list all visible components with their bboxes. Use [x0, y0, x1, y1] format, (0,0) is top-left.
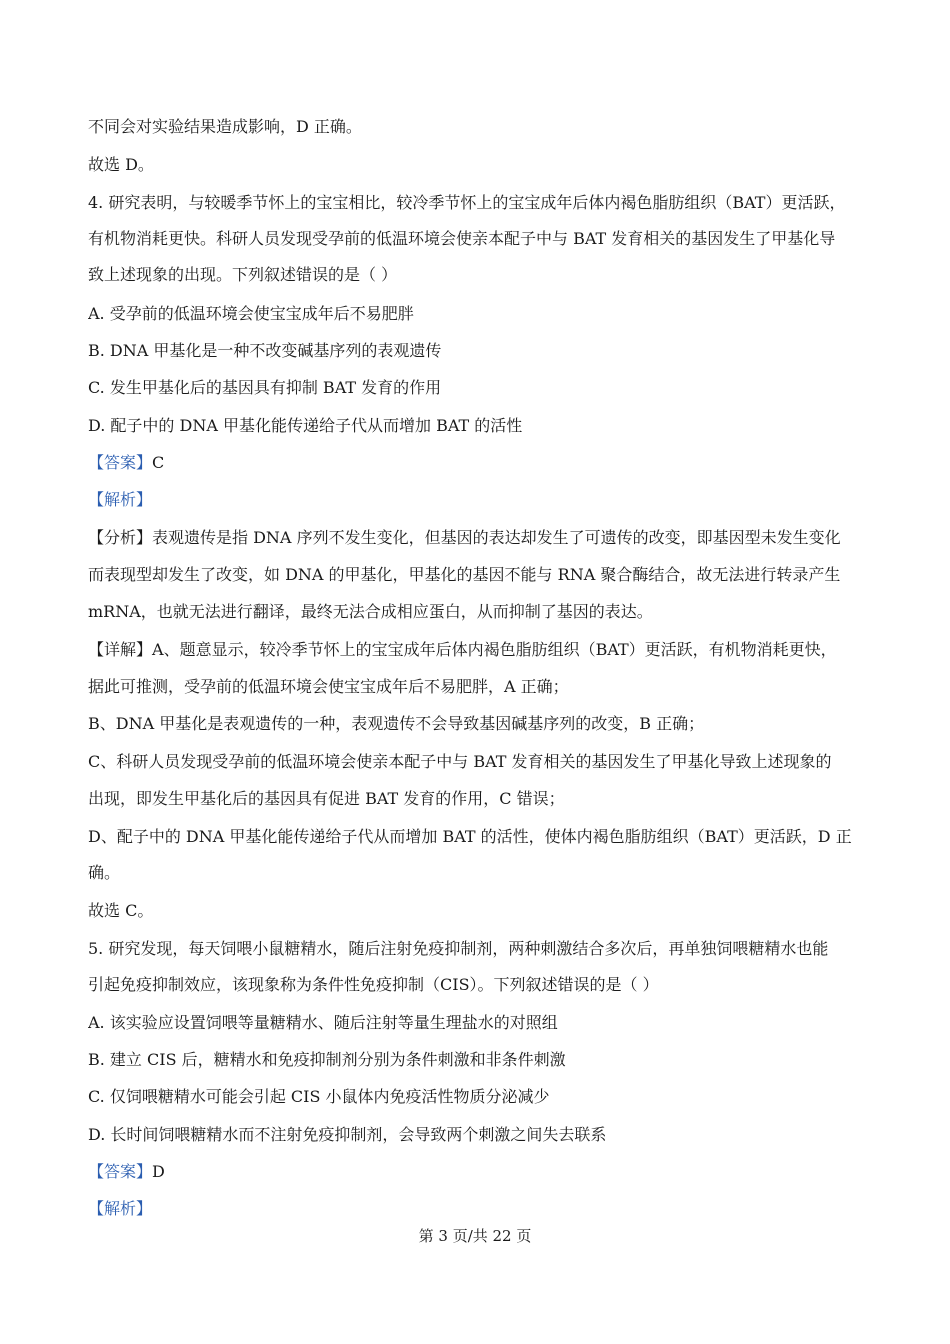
q4-fenxi-text-1: 表观遗传是指 DNA 序列不发生变化，但基因的表达却发生了可遗传的改变，即基因型未发生变化 — [152, 528, 841, 547]
q4-xiangjie-line-5: 出现，即发生甲基化后的基因具有促进 BAT 发育的作用，C 错误； — [88, 789, 565, 808]
q4-fenxi-tag: 【分析】 — [88, 528, 153, 547]
q4-fenxi-line-3: mRNA，也就无法进行翻译，最终无法合成相应蛋白，从而抑制了基因的表达。 — [88, 602, 653, 621]
q4-analysis-heading — [88, 489, 878, 511]
q4-fenxi-line-2: 而表现型却发生了改变，如 DNA 的甲基化，甲基化的基因不能与 RNA 聚合酶结合，故无法进行转录产生 — [88, 565, 841, 584]
q3-tail-line: 不同会对实验结果造成影响，D 正确。 — [88, 117, 362, 136]
q5-option-a: A. 该实验应设置饲喂等量糖精水、随后注射等量生理盐水的对照组 — [88, 1013, 558, 1032]
q5-answer-tag: 【答案】 — [88, 1162, 153, 1181]
q4-choose-line: 故选 C。 — [88, 901, 154, 920]
q4-xiangjie-line-4: C、科研人员发现受孕前的低温环境会使亲本配子中与 BAT 发育相关的基因发生了甲基化导致上述现象的 — [88, 752, 832, 771]
q4-xiangjie-tag: 【详解】 — [88, 640, 153, 659]
q5-option-c: C. 仅饲喂糖精水可能会引起 CIS 小鼠体内免疫活性物质分泌减少 — [88, 1087, 550, 1106]
q5-analysis-heading — [88, 1198, 878, 1220]
q4-fenxi-line-1 — [88, 527, 878, 549]
q4-option-a: A. 受孕前的低温环境会使宝宝成年后不易肥胖 — [88, 304, 414, 323]
page-number-footer: 第 3 页/共 22 页 — [418, 1227, 532, 1245]
q4-option-b: B. DNA 甲基化是一种不改变碱基序列的表观遗传 — [88, 341, 442, 360]
q5-answer-value: D — [152, 1162, 165, 1181]
q4-analysis-tag: 【解析】 — [88, 490, 153, 509]
q5-stem-line-1: 5. 研究发现，每天饲喂小鼠糖精水，随后注射免疫抑制剂，两种刺激结合多次后，再单独饲喂糖精水也能 — [88, 939, 829, 958]
q4-xiangjie-line-3: B、DNA 甲基化是表观遗传的一种，表观遗传不会导致基因碱基序列的改变，B 正确； — [88, 714, 705, 733]
q4-option-d: D. 配子中的 DNA 甲基化能传递给子代从而增加 BAT 的活性 — [88, 416, 523, 435]
q4-xiangjie-line-6: D、配子中的 DNA 甲基化能传递给子代从而增加 BAT 的活性，使体内褐色脂肪组织（BAT）更活跃，D 正 — [88, 827, 852, 846]
q4-stem-line-2: 有机物消耗更快。科研人员发现受孕前的低温环境会使亲本配子中与 BAT 发育相关的基因发生了甲基化导 — [88, 229, 836, 248]
q4-option-c: C. 发生甲基化后的基因具有抑制 BAT 发育的作用 — [88, 378, 442, 397]
q5-stem-line-2: 引起免疫抑制效应，该现象称为条件性免疫抑制（CIS）。下列叙述错误的是（ ） — [88, 975, 659, 994]
q5-option-b: B. 建立 CIS 后，糖精水和免疫抑制剂分别为条件刺激和非条件刺激 — [88, 1050, 566, 1069]
q4-answer-value: C — [152, 453, 165, 472]
q3-choose-line: 故选 D。 — [88, 155, 154, 174]
q4-answer-tag: 【答案】 — [88, 453, 153, 472]
q4-xiangjie-line-7: 确。 — [88, 863, 121, 882]
q4-answer-line — [88, 452, 878, 474]
q4-stem-line-1: 4. 研究表明，与较暖季节怀上的宝宝相比，较冷季节怀上的宝宝成年后体内褐色脂肪组织（BAT）更活跃， — [88, 193, 846, 212]
q4-xiangjie-text-1: A、题意显示，较冷季节怀上的宝宝成年后体内褐色脂肪组织（BAT）更活跃，有机物消耗更快， — [152, 640, 837, 659]
q5-analysis-tag: 【解析】 — [88, 1199, 153, 1218]
q4-xiangjie-line-1 — [88, 639, 878, 661]
q4-xiangjie-line-2: 据此可推测，受孕前的低温环境会使宝宝成年后不易肥胖，A 正确； — [88, 677, 569, 696]
q4-stem-line-3: 致上述现象的出现。下列叙述错误的是（ ） — [88, 265, 398, 284]
q5-option-d: D. 长时间饲喂糖精水而不注射免疫抑制剂，会导致两个刺激之间失去联系 — [88, 1125, 607, 1144]
q5-answer-line — [88, 1161, 878, 1183]
